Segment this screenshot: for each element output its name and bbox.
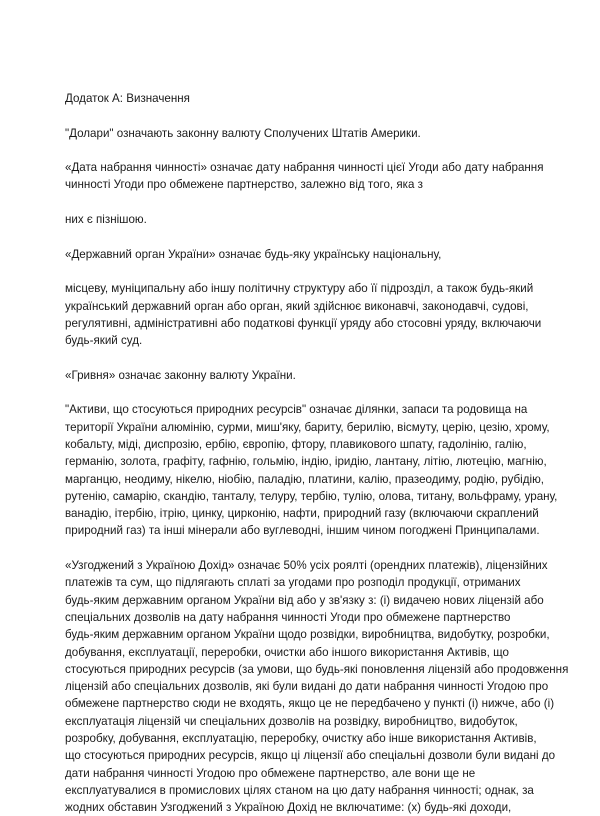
definition-dollars: "Долари" означають законну валюту Сполучених Штатів Америки. [65,126,421,140]
document-page [65,90,569,816]
definition-state-body: місцеву, муніципальну або іншу політичну структуру або її підрозділ, а також будь-який український державний орган або орган, який здійснює виконавчі, законодавчі, судові, регулятивні, адміністративні або податкові функції уряду або стосовні уряду, включаючи будь-який суд. [65,282,542,348]
definition-state-body-intro: «Державний орган України» означає будь-яку українську національну, [65,247,442,261]
definition-effective-date-cont: них є пізнішою. [65,213,147,227]
heading: Додаток А: Визначення [65,92,190,105]
definition-agreed-income: «Узгоджений з Україною Дохід» означає 50% усіх роялті (орендних платежів), ліцензійних платежів та сум, що підлягають сплаті за угодами про розподіл продукції, отриманих будь-яким державним органом України від або у зв'язку з: (i) видачею нових ліцензій або спеціальних дозволів на дату набрання чинності Угоди про обмежене партнерство будь-яким державним органом України щодо розвідки, виробництва, видобутку, розробки, добування, експлуатації, переробки, очистки або іншого використання Активів, що стосуються природних ресурсів (за умови, що будь-які поновлення ліцензій або продовження ліцензій або спеціальних дозволів, які були видані до дати набрання чинності Угодою про обмежене партнерство сюди не входять, якщо це не передбачено у пункті (i) нижче, або (i) експлуатація ліцензій чи спеціальних дозволів на розвідку, виробництво, видобуток, розробку, добування, експлуатацію, переробку, очистку або інше використання Активів, що стосуються природних ресурсів, якщо ці ліцензії або спеціальні дозволи були видані до дати набрання чинності Угодою про обмежене партнерство, але вони ще не експлуатувалися в промислових цілях станом на цю дату набрання чинності; однак, за жодних обставин Узгоджений з Україною Дохід не включатиме: (x) будь-які доходи, [65,559,569,815]
definition-effective-date: «Дата набрання чинності» означає дату набрання чинності цієї Угоди або дату набрання чинності Угоди про обмежене партнерство, залежно від того, яка з [65,161,544,192]
definition-assets: "Активи, що стосуються природних ресурсів" означає ділянки, запаси та родовища на території України алюмінію, сурми, миш'яку, бариту, берилію, вісмуту, церію, цезію, хрому, кобальту, міді, диспрозію, ербію, європію, фтору, плавикового шпату, гадолінію, галію, германію, золота, графіту, гафнію, гольмію, індію, іридію, лантану, літію, лютецію, магнію, марганцю, неодиму, нікелю, ніобію, паладію, платини, калію, празеодиму, родію, рубідію, рутенію, самарію, скандію, танталу, телуру, тербію, тулію, олова, титану, вольфраму, урану, ванадію, ітербію, ітрію, цинку, цирконію, нафти, природний газу (включаючи скраплений природний газ) та інші мінерали або вуглеводні, іншим чином погоджені Принципалами. [65,403,558,538]
definition-hryvnia: «Гривня» означає законну валюту України. [65,368,296,382]
